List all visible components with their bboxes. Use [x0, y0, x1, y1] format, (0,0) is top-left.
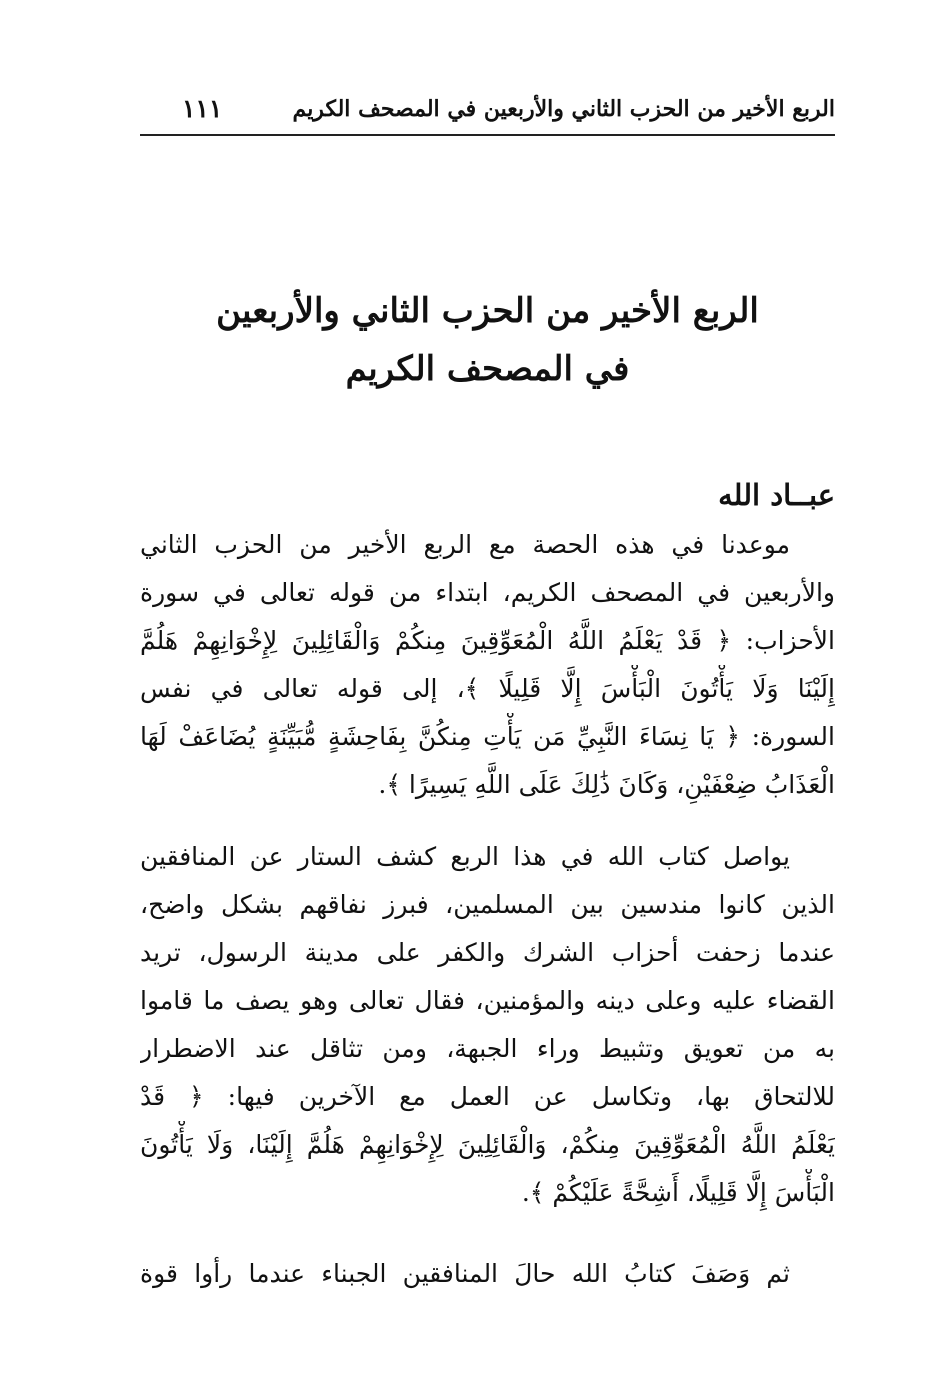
running-header — [140, 92, 835, 136]
text-line: به من تعويق وتثبيط وراء الجبهة، ومن تثاقل عند الاضطرار — [140, 1034, 835, 1063]
text-line: موعدنا في هذه الحصة مع الربع الأخير من الحزب الثاني — [140, 530, 790, 559]
paragraph-3 — [140, 1250, 835, 1298]
text-line: يَعْلَمُ اللَّهُ الْمُعَوِّقِينَ مِنكُمْ، وَالْقَائِلِينَ لِإِخْوَانِهِمْ هَلُمَّ إِلَيْنَا، وَلَا يَأْتُونَ — [140, 1130, 835, 1159]
page-number: ١١١ — [182, 94, 223, 123]
chapter-title-line-2: في المصحف الكريم — [345, 349, 630, 389]
paragraph-1 — [140, 521, 835, 809]
text-line: للالتحاق بها، وتكاسل عن العمل مع الآخرين فيها: ﴿ قَدْ — [140, 1082, 835, 1111]
text-line: ثم وَصَفَ كتابُ الله حالَ المنافقين الجبناء عندما رأوا قوة — [140, 1259, 790, 1288]
text-line: إِلَيْنَا وَلَا يَأْتُونَ الْبَأْسَ إِلَّا قَلِيلًا ﴾، إلى قوله تعالى في نفس — [140, 674, 835, 703]
chapter-title-line-1: الربع الأخير من الحزب الثاني والأربعين — [216, 291, 759, 331]
paragraph-2 — [140, 833, 835, 1217]
text-line: الْعَذَابُ ضِعْفَيْنِ، وَكَانَ ذَٰلِكَ عَلَى اللَّهِ يَسِيرًا ﴾. — [378, 770, 835, 799]
text-line: الْبَأْسَ إِلَّا قَلِيلًا، أَشِحَّةً عَلَيْكُمْ ﴾. — [521, 1178, 835, 1207]
text-line: والأربعين في المصحف الكريم، ابتداء من قوله تعالى في سورة — [140, 578, 835, 607]
text-line: يواصل كتاب الله في هذا الربع كشف الستار عن المنافقين — [140, 842, 790, 871]
text-line: الذين كانوا مندسين بين المسلمين، فبرز نفاقهم بشكل واضح، — [140, 890, 835, 919]
section-heading: عبــاد الله — [718, 478, 835, 512]
text-line: القضاء عليه وعلى دينه والمؤمنين، فقال تعالى وهو يصف ما قاموا — [140, 986, 835, 1015]
chapter-title — [140, 282, 835, 398]
text-line: السورة: ﴿ يَا نِسَاءَ النَّبِيِّ مَن يَأْتِ مِنكُنَّ بِفَاحِشَةٍ مُّبَيِّنَةٍ يُضَاعَفْ لَهَا — [140, 722, 835, 751]
text-line: الأحزاب: ﴿ قَدْ يَعْلَمُ اللَّهُ الْمُعَوِّقِينَ مِنكُمْ وَالْقَائِلِينَ لِإِخْوَانِهِمْ هَلُمَّ — [140, 626, 835, 655]
text-line: عندما زحفت أحزاب الشرك والكفر على مدينة الرسول، تريد — [140, 938, 835, 967]
running-title: الربع الأخير من الحزب الثاني والأربعين في المصحف الكريم — [292, 96, 835, 122]
